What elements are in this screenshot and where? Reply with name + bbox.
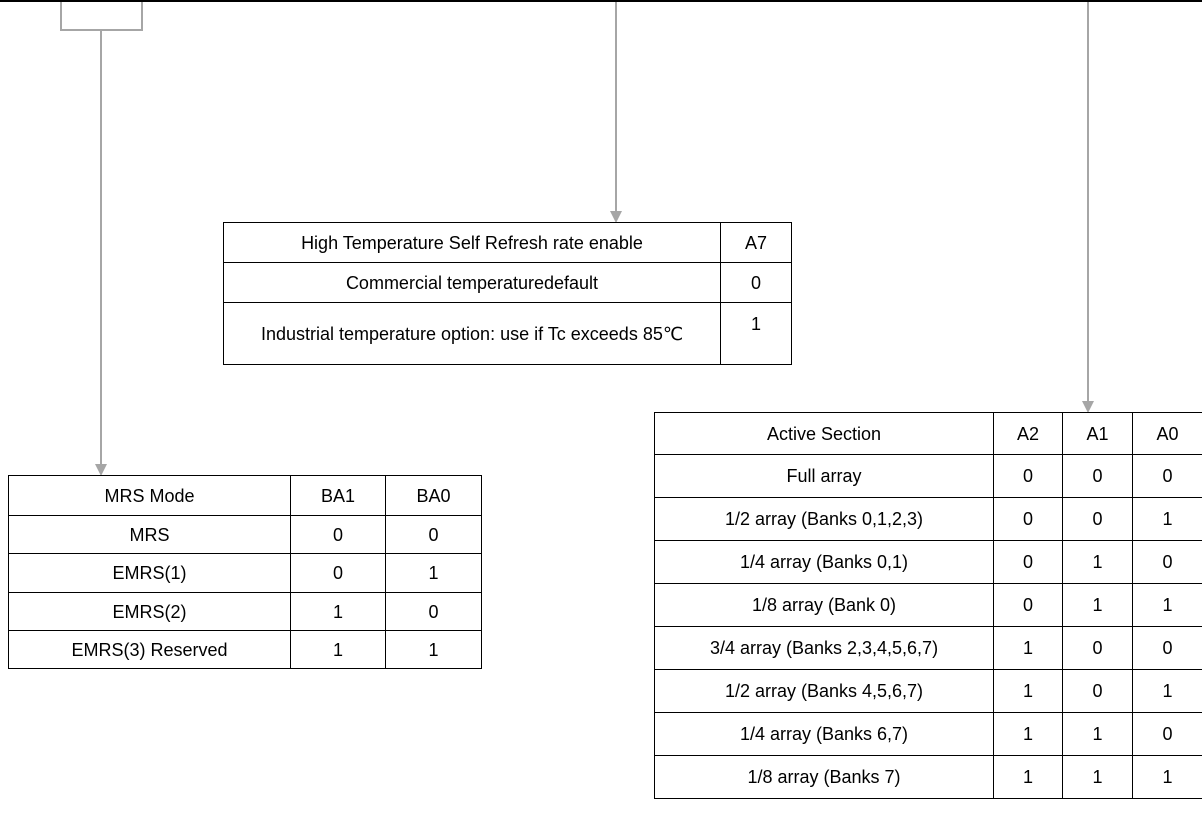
table-header-row xyxy=(224,223,792,263)
table-cell: Full array xyxy=(655,455,994,498)
table-cell: 1 xyxy=(994,670,1063,713)
table-cell: 0 xyxy=(1063,498,1133,541)
table-cell: 0 xyxy=(994,455,1063,498)
table-cell: 1 xyxy=(386,631,482,669)
table-row xyxy=(224,303,792,365)
header-cell: BA0 xyxy=(386,476,482,516)
table-cell: 1 xyxy=(1063,756,1133,799)
header-cell: High Temperature Self Refresh rate enable xyxy=(224,223,721,263)
table-cell: EMRS(3) Reserved xyxy=(9,631,291,669)
table-cell: 1 xyxy=(386,554,482,593)
table-cell: 0 xyxy=(386,516,482,554)
table-row xyxy=(9,631,482,669)
table-row xyxy=(9,516,482,554)
table-cell: 1/4 array (Banks 0,1) xyxy=(655,541,994,584)
table-cell: 1/2 array (Banks 4,5,6,7) xyxy=(655,670,994,713)
header-cell: A0 xyxy=(1133,413,1202,455)
ba-bits-bracket xyxy=(61,2,142,30)
table-header-row xyxy=(655,413,1202,455)
high-temp-self-refresh-table xyxy=(223,222,792,365)
table-cell: 1 xyxy=(291,593,386,631)
table-cell: 0 xyxy=(994,498,1063,541)
table-cell: 1 xyxy=(1133,670,1202,713)
table-cell: 1 xyxy=(1133,756,1202,799)
table-row xyxy=(655,455,1202,498)
table-cell: 1 xyxy=(1133,584,1202,627)
table-row xyxy=(655,756,1202,799)
mrs-mode-table xyxy=(8,475,482,669)
table-cell: 1 xyxy=(1063,541,1133,584)
table-cell: 0 xyxy=(1133,713,1202,756)
table-cell: 1 xyxy=(994,756,1063,799)
table-cell: 1 xyxy=(1063,584,1133,627)
header-cell: BA1 xyxy=(291,476,386,516)
table-cell: 0 xyxy=(1133,455,1202,498)
table-row xyxy=(655,713,1202,756)
header-cell: MRS Mode xyxy=(9,476,291,516)
table-cell: 1 xyxy=(994,627,1063,670)
table-row xyxy=(655,498,1202,541)
table-row xyxy=(9,593,482,631)
table-cell: 1/4 array (Banks 6,7) xyxy=(655,713,994,756)
table-cell: 1 xyxy=(721,303,792,365)
table-cell: 1 xyxy=(994,713,1063,756)
table-row xyxy=(655,627,1202,670)
header-cell: A1 xyxy=(1063,413,1133,455)
table-row xyxy=(224,263,792,303)
table-cell: 0 xyxy=(291,516,386,554)
table-cell: 0 xyxy=(386,593,482,631)
header-cell: Active Section xyxy=(655,413,994,455)
table-cell: 1 xyxy=(1133,498,1202,541)
table-cell: 0 xyxy=(1063,455,1133,498)
table-cell: 3/4 array (Banks 2,3,4,5,6,7) xyxy=(655,627,994,670)
table-header-row xyxy=(9,476,482,516)
table-cell: EMRS(1) xyxy=(9,554,291,593)
active-section-table xyxy=(654,412,1202,799)
header-cell: A2 xyxy=(994,413,1063,455)
table-cell: MRS xyxy=(9,516,291,554)
table-cell: Commercial temperaturedefault xyxy=(224,263,721,303)
table-cell: 0 xyxy=(994,541,1063,584)
table-row xyxy=(9,554,482,593)
table-row xyxy=(655,584,1202,627)
table-cell: 0 xyxy=(1133,627,1202,670)
table-cell: 0 xyxy=(994,584,1063,627)
table-cell: EMRS(2) xyxy=(9,593,291,631)
table-cell: 1/2 array (Banks 0,1,2,3) xyxy=(655,498,994,541)
header-cell: A7 xyxy=(721,223,792,263)
table-cell: 0 xyxy=(1133,541,1202,584)
table-cell: Industrial temperature option: use if Tc exceeds 85℃ xyxy=(224,303,721,365)
table-cell: 0 xyxy=(1063,670,1133,713)
table-row xyxy=(655,670,1202,713)
table-cell: 1/8 array (Bank 0) xyxy=(655,584,994,627)
table-cell: 0 xyxy=(291,554,386,593)
table-cell: 0 xyxy=(721,263,792,303)
table-row xyxy=(655,541,1202,584)
table-cell: 1/8 array (Banks 7) xyxy=(655,756,994,799)
table-cell: 1 xyxy=(1063,713,1133,756)
table-cell: 0 xyxy=(1063,627,1133,670)
table-cell: 1 xyxy=(291,631,386,669)
